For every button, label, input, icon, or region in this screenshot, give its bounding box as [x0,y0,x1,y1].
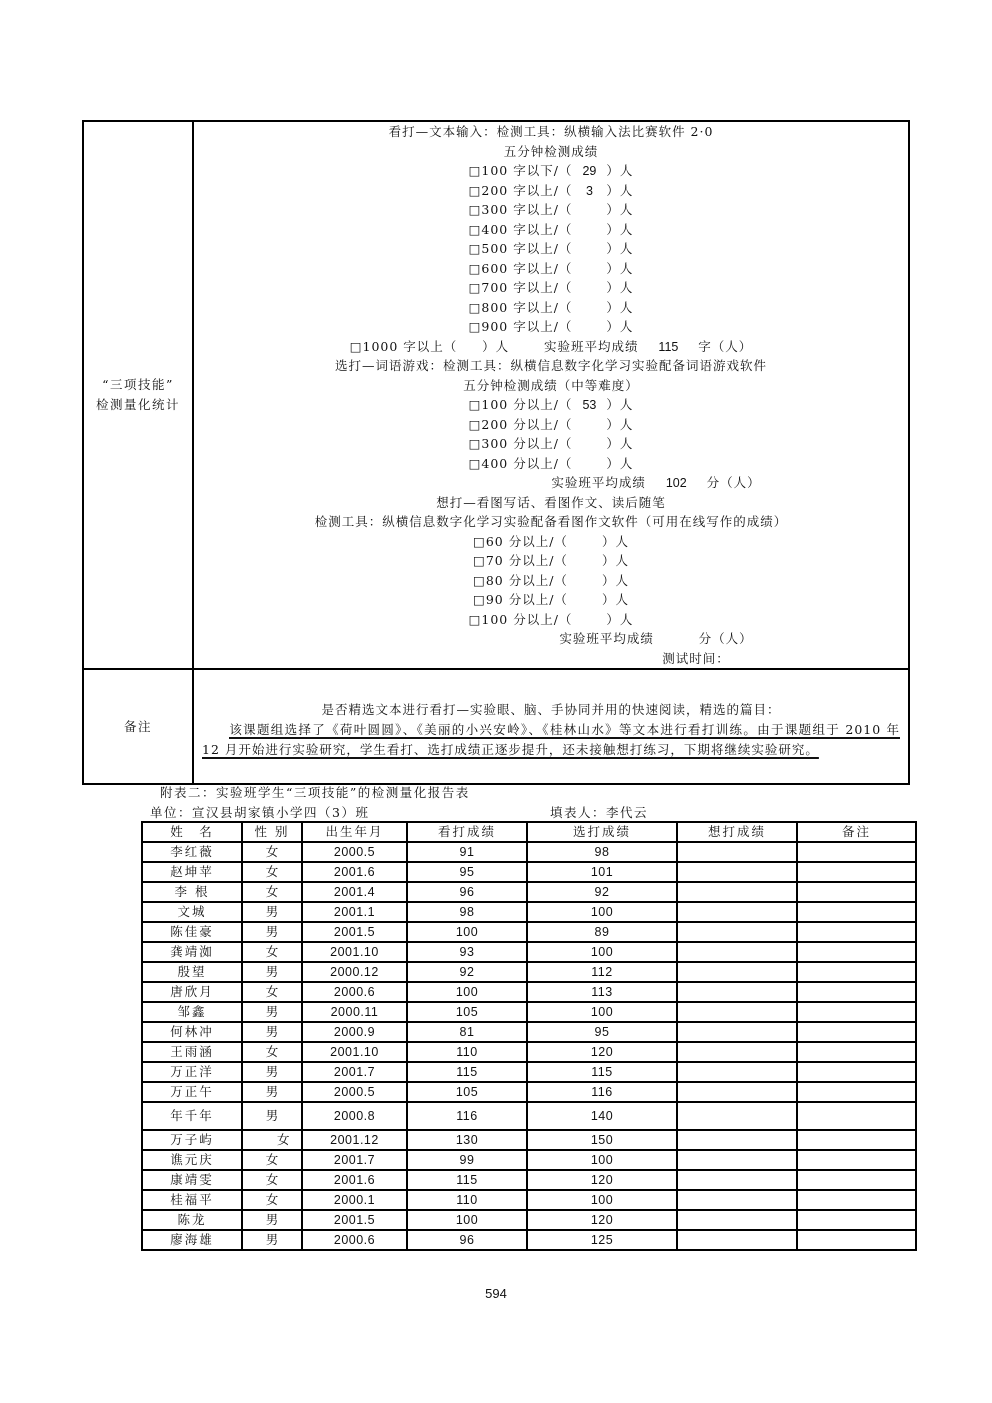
note-question: 是否精选文本进行看打—实验眼、脑、手协同并用的快速阅读，精选的篇目： [321,701,781,717]
cell-gender: 女 [242,1042,302,1062]
cell-gender: 男 [242,1210,302,1230]
cell-think-score [677,862,797,882]
table-row [142,1002,916,1022]
see-type-item-count: 29 [582,164,597,178]
cell-see-score: 110 [407,1190,527,1210]
think-type-item-unit: ）人 [601,592,629,607]
cell-see-score: 99 [407,1150,527,1170]
cell-remark [797,1170,916,1190]
select-type-item-label: □200 分以上/（ [468,416,573,432]
think-type-item-label: □80 分以上/（ [473,572,568,588]
select-type-items [194,395,908,473]
cell-gender: 女 [242,1150,302,1170]
table-body [142,842,916,1250]
think-type-items [194,532,908,630]
table-row [142,1170,916,1190]
cell-remark [797,942,916,962]
cell-select-score: 100 [527,942,677,962]
table-row [142,1062,916,1082]
table-row [142,1022,916,1042]
select-type-avg-label: 实验班平均成绩 [551,475,646,490]
cell-select-score: 125 [527,1230,677,1250]
cell-name: 陈佳豪 [142,922,242,942]
think-type-item-label: □90 分以上/（ [473,592,568,607]
select-type-item-unit: ）人 [606,455,634,471]
see-type-subtitle: 五分钟检测成绩 [503,143,599,159]
think-type-item [194,571,908,591]
cell-see-score: 91 [407,842,527,862]
cell-gender: 男 [242,902,302,922]
see-type-item [194,298,908,318]
cell-birth: 2000.5 [302,842,407,862]
header-see-score: 看打成绩 [407,822,527,842]
table-row [142,1190,916,1210]
table-row [142,1230,916,1250]
table-row [142,902,916,922]
think-type-item-label: □100 分以上/（ [468,611,573,627]
cell-gender: 女 [242,1170,302,1190]
cell-see-score: 98 [407,902,527,922]
select-type-item [194,454,908,474]
cell-select-score: 100 [527,1190,677,1210]
table-row [142,1042,916,1062]
cell-think-score [677,1210,797,1230]
header-think-score: 想打成绩 [677,822,797,842]
cell-name: 万正午 [142,1082,242,1102]
see-type-avg-unit: 字（人） [698,338,753,354]
cell-see-score: 115 [407,1170,527,1190]
cell-birth: 2001.6 [302,1170,407,1190]
cell-select-score: 120 [527,1210,677,1230]
see-type-item-count: 3 [585,183,593,198]
filler-label: 填表人：李代云 [550,805,649,820]
think-type-avg-label: 实验班平均成绩 [559,631,654,646]
cell-think-score [677,922,797,942]
table-row [142,1130,916,1150]
cell-select-score: 116 [527,1082,677,1102]
cell-select-score: 92 [527,882,677,902]
think-type-item-label: □70 分以上/（ [473,553,568,568]
cell-gender: 男 [242,962,302,982]
cell-select-score: 120 [527,1170,677,1190]
cell-birth: 2001.10 [302,1042,407,1062]
see-type-item-unit: ）人 [606,202,634,217]
cell-birth: 2001.6 [302,862,407,882]
cell-remark [797,1190,916,1210]
section-label-cell [83,121,193,669]
cell-select-score: 100 [527,902,677,922]
cell-think-score [677,1130,797,1150]
see-type-avg-value: 115 [658,339,679,354]
cell-birth: 2001.7 [302,1062,407,1082]
select-type-item-unit: ）人 [606,436,634,451]
note-content-cell [193,669,909,784]
cell-think-score [677,1150,797,1170]
cell-think-score [677,1082,797,1102]
select-type-item-unit: ）人 [606,397,634,412]
cell-name: 文城 [142,902,242,922]
header-birth: 出生年月 [302,822,407,842]
table-row [142,842,916,862]
see-type-item-label: □200 字以上/（ [468,182,573,198]
table-row [142,982,916,1002]
cell-name: 何林冲 [142,1022,242,1042]
see-type-item [194,181,908,201]
cell-gender: 女 [242,1130,302,1150]
think-type-item [194,532,908,552]
cell-select-score: 112 [527,962,677,982]
cell-name: 王雨涵 [142,1042,242,1062]
cell-remark [797,1022,916,1042]
cell-remark [797,902,916,922]
table-row [142,1210,916,1230]
see-type-item-unit: ）人 [606,241,634,256]
cell-remark [797,1002,916,1022]
cell-think-score [677,902,797,922]
cell-birth: 2001.5 [302,922,407,942]
select-type-item-label: □300 分以上/（ [468,436,573,451]
think-type-item-unit: ）人 [606,611,634,627]
appendix-caption: 附表二：实验班学生“三项技能”的检测量化报告表 [160,785,470,800]
note-body-wrap [202,720,900,760]
cell-birth: 2000.8 [302,1102,407,1130]
table-header-row [142,822,916,842]
cell-see-score: 95 [407,862,527,882]
cell-think-score [677,942,797,962]
cell-name: 唐欣月 [142,982,242,1002]
cell-birth: 2001.10 [302,942,407,962]
cell-name: 李红薇 [142,842,242,862]
see-type-item [194,161,908,181]
select-type-title: 选打—词语游戏：检测工具：纵横信息数字化学习实验配备词语游戏软件 [334,358,767,373]
see-type-item [194,278,908,298]
cell-see-score: 81 [407,1022,527,1042]
cell-select-score: 100 [527,1150,677,1170]
cell-think-score [677,1042,797,1062]
table-row [142,862,916,882]
see-type-last-item: □1000 字以上（ ）人 [349,338,510,354]
select-type-item-label: □400 分以上/（ [468,455,573,471]
cell-remark [797,1102,916,1130]
cell-gender: 女 [242,882,302,902]
see-type-item-label: □300 字以上/（ [468,202,573,217]
cell-name: 桂福平 [142,1190,242,1210]
statistics-content-cell [193,121,909,669]
cell-remark [797,1062,916,1082]
cell-remark [797,1150,916,1170]
unit-label: 单位：宣汉县胡家镇小学四（3）班 [150,805,370,820]
cell-name: 陈龙 [142,1210,242,1230]
cell-gender: 女 [242,982,302,1002]
header-name: 姓 名 [142,822,242,842]
cell-think-score [677,1022,797,1042]
cell-think-score [677,1002,797,1022]
table-row [142,922,916,942]
cell-name: 廖海雄 [142,1230,242,1250]
cell-remark [797,1210,916,1230]
cell-name: 龚靖洳 [142,942,242,962]
cell-remark [797,962,916,982]
cell-select-score: 89 [527,922,677,942]
cell-remark [797,862,916,882]
cell-see-score: 100 [407,982,527,1002]
think-type-item-unit: ）人 [601,533,629,549]
cell-think-score [677,982,797,1002]
cell-remark [797,922,916,942]
see-type-last-line [194,337,908,357]
cell-gender: 男 [242,1230,302,1250]
see-type-item-label: □600 字以上/（ [468,260,573,276]
see-type-item-unit: ）人 [606,319,634,334]
cell-birth: 2000.5 [302,1082,407,1102]
cell-select-score: 100 [527,1002,677,1022]
cell-think-score [677,962,797,982]
cell-select-score: 101 [527,862,677,882]
cell-name: 康靖雯 [142,1170,242,1190]
see-type-item [194,220,908,240]
think-type-item-unit: ）人 [601,553,629,568]
select-type-avg-unit: 分（人） [706,475,761,490]
see-type-item-label: □400 字以上/（ [468,221,573,237]
select-type-item-unit: ）人 [606,416,634,432]
select-type-item [194,395,908,415]
cell-see-score: 110 [407,1042,527,1062]
table-row [142,1150,916,1170]
table-row [142,882,916,902]
cell-see-score: 93 [407,942,527,962]
cell-remark [797,1130,916,1150]
cell-remark [797,882,916,902]
header-remark: 备注 [797,822,916,842]
test-time-label: 测试时间： [662,650,730,666]
cell-remark [797,982,916,1002]
cell-birth: 2001.7 [302,1150,407,1170]
page-number: 594 [485,1286,507,1301]
cell-remark [797,842,916,862]
see-type-item-unit: ）人 [606,221,634,237]
cell-gender: 男 [242,1002,302,1022]
see-type-item-unit: ）人 [606,299,634,315]
cell-select-score: 115 [527,1062,677,1082]
think-type-item-unit: ）人 [601,572,629,588]
see-type-item-unit: ）人 [606,280,634,295]
think-type-tool: 检测工具：纵横信息数字化学习实验配备看图作文软件（可用在线写作的成绩） [314,514,788,529]
cell-gender: 男 [242,922,302,942]
cell-birth: 2001.1 [302,902,407,922]
table-row [142,962,916,982]
cell-see-score: 100 [407,1210,527,1230]
see-type-items [194,161,908,337]
cell-see-score: 92 [407,962,527,982]
cell-select-score: 113 [527,982,677,1002]
cell-birth: 2001.5 [302,1210,407,1230]
cell-see-score: 100 [407,922,527,942]
cell-remark [797,1230,916,1250]
cell-gender: 男 [242,1102,302,1130]
note-body: 该课题组选择了《荷叶圆圆》、《美丽的小兴安岭》、《桂林山水》等文本进行看打训练。由于课题组于 2010 年 12 月开始进行实验研究，学生看打、选打成绩正逐步提升，还未接触想打练习，下期将继续实验研究。 [202,721,900,757]
cell-see-score: 116 [407,1102,527,1130]
select-type-item-label: □100 分以上/（ [468,397,573,412]
cell-gender: 男 [242,1082,302,1102]
see-type-item [194,317,908,337]
see-type-item-label: □800 字以上/（ [468,299,573,315]
think-type-title: 想打—看图写话、看图作文、读后随笔 [436,494,666,510]
cell-gender: 男 [242,1022,302,1042]
think-type-item [194,610,908,630]
see-type-item-label: □900 字以上/（ [468,319,573,334]
see-type-item-unit: ）人 [606,260,634,276]
cell-see-score: 105 [407,1082,527,1102]
cell-birth: 2000.6 [302,982,407,1002]
select-type-item-count: 53 [582,398,597,412]
see-type-item-label: □500 字以上/（ [468,241,573,256]
section-label-line-2: 检测量化统计 [95,397,180,412]
cell-birth: 2001.12 [302,1130,407,1150]
cell-see-score: 96 [407,1230,527,1250]
see-type-item [194,239,908,259]
select-type-item [194,415,908,435]
cell-gender: 男 [242,1062,302,1082]
cell-name: 万子屿 [142,1130,242,1150]
cell-name: 殷望 [142,962,242,982]
cell-select-score: 120 [527,1042,677,1062]
cell-name: 年千年 [142,1102,242,1130]
cell-gender: 女 [242,842,302,862]
cell-gender: 女 [242,862,302,882]
cell-name: 邹鑫 [142,1002,242,1022]
cell-select-score: 95 [527,1022,677,1042]
cell-select-score: 140 [527,1102,677,1130]
think-type-item-label: □60 分以上/（ [473,533,568,549]
table-row [142,942,916,962]
cell-think-score [677,1170,797,1190]
cell-remark [797,1082,916,1102]
cell-think-score [677,1102,797,1130]
cell-gender: 女 [242,942,302,962]
note-content [194,700,908,760]
cell-birth: 2000.12 [302,962,407,982]
cell-see-score: 96 [407,882,527,902]
cell-gender: 女 [242,1190,302,1210]
cell-think-score [677,842,797,862]
cell-see-score: 105 [407,1002,527,1022]
table-row [142,1082,916,1102]
cell-think-score [677,1062,797,1082]
see-type-item-label: □700 字以上/（ [468,280,573,295]
think-type-item [194,590,908,610]
header-gender: 性 别 [242,822,302,842]
cell-select-score: 150 [527,1130,677,1150]
cell-birth: 2000.6 [302,1230,407,1250]
cell-think-score [677,1230,797,1250]
cell-see-score: 130 [407,1130,527,1150]
cell-birth: 2000.11 [302,1002,407,1022]
cell-select-score: 98 [527,842,677,862]
select-type-avg-line [194,473,908,493]
see-type-avg-label: 实验班平均成绩 [544,338,639,354]
think-type-avg-line [194,629,908,649]
student-scores-table [141,821,917,1251]
see-type-item [194,259,908,279]
see-type-title: 看打—文本输入：检测工具：纵横输入法比赛软件 2·0 [388,124,714,139]
cell-name: 赵坤苹 [142,862,242,882]
cell-think-score [677,1190,797,1210]
skills-statistics-table [82,120,910,785]
see-type-item-label: □100 字以下/（ [468,163,573,178]
cell-name: 万正洋 [142,1062,242,1082]
select-type-item [194,434,908,454]
header-select-score: 选打成绩 [527,822,677,842]
cell-birth: 2000.1 [302,1190,407,1210]
cell-think-score [677,882,797,902]
cell-birth: 2000.9 [302,1022,407,1042]
see-type-item-unit: ）人 [606,163,634,178]
cell-birth: 2001.4 [302,882,407,902]
think-type-avg-unit: 分（人） [698,631,753,646]
statistics-content [194,122,908,668]
see-type-item-unit: ）人 [606,182,634,198]
cell-name: 谯元庆 [142,1150,242,1170]
cell-name: 李 根 [142,882,242,902]
cell-remark [797,1042,916,1062]
select-type-avg-value: 102 [665,476,687,490]
see-type-item [194,200,908,220]
note-label: 备注 [83,669,193,784]
select-type-subtitle: 五分钟检测成绩（中等难度） [463,377,639,393]
section-label-line-1: “三项技能” [102,377,174,392]
table-row [142,1102,916,1130]
cell-see-score: 115 [407,1062,527,1082]
think-type-item [194,551,908,571]
